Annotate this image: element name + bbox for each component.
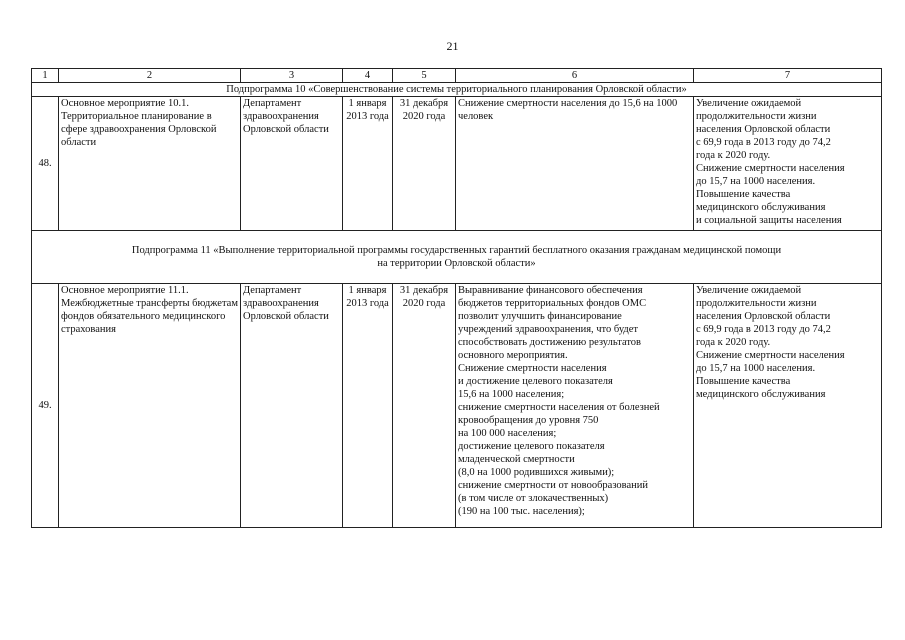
effect-line: до 15,7 на 1000 населения. — [696, 176, 816, 187]
effect-line: с 69,9 года в 2013 году до 74,2 — [696, 324, 831, 335]
expected-result — [456, 284, 694, 528]
event-name: Основное мероприятие 10.1. Территориальное планирование в сфере здравоохранения Орловской области — [59, 97, 241, 231]
result-line: и достижение целевого показателя — [458, 376, 613, 387]
result-line: бюджетов территориальных фондов ОМС — [458, 298, 647, 309]
effect-line: года к 2020 году. — [696, 150, 771, 161]
subprogram-11-row — [32, 231, 882, 284]
result-line: (190 на 100 тыс. населения); — [458, 506, 585, 517]
subprogram-11-title — [32, 231, 882, 284]
subprogram-11-line: Подпрограмма 11 «Выполнение территориальной программы государственных гарантий бесплатного оказания гражданам медицинской помощи — [131, 245, 782, 256]
result-line: кровообращения до уровня 750 — [458, 415, 599, 426]
effect-line: Повышение качества — [696, 376, 791, 387]
effect-line: медицинского обслуживания — [696, 389, 826, 400]
effect-line: продолжительности жизни — [696, 298, 817, 309]
column-number: 4 — [343, 69, 393, 83]
effect-line: до 15,7 на 1000 населения. — [696, 363, 816, 374]
effect-line: продолжительности жизни — [696, 111, 817, 122]
program-effect — [694, 284, 882, 528]
result-line: снижение смертности населения от болезней — [458, 402, 660, 413]
column-number: 7 — [694, 69, 882, 83]
row-number: 48. — [32, 97, 59, 231]
result-line: снижение смертности от новообразований — [458, 480, 648, 491]
row-number: 49. — [32, 284, 59, 528]
effect-line: Снижение смертности населения — [696, 163, 845, 174]
executor: Департамент здравоохранения Орловской области — [241, 97, 343, 231]
effect-line: медицинского обслуживания — [696, 202, 826, 213]
effect-line: Снижение смертности населения — [696, 350, 845, 361]
effect-line: с 69,9 года в 2013 году до 74,2 — [696, 137, 831, 148]
table-row-48 — [32, 97, 882, 231]
effect-line: Увеличение ожидаемой — [696, 98, 802, 109]
effect-line: года к 2020 году. — [696, 337, 771, 348]
result-line: Снижение смертности населения — [458, 363, 607, 374]
result-line: 15,6 на 1000 населения; — [458, 389, 565, 400]
start-date: 1 января 2013 года — [343, 97, 393, 231]
column-number: 5 — [393, 69, 456, 83]
result-line: Выравнивание финансового обеспечения — [458, 285, 643, 296]
effect-line: Увеличение ожидаемой — [696, 285, 802, 296]
result-line: (8,0 на 1000 родившихся живыми); — [458, 467, 615, 478]
column-number: 6 — [456, 69, 694, 83]
effect-line: населения Орловской области — [696, 124, 831, 135]
page-number: 21 — [446, 39, 459, 53]
effect-line: населения Орловской области — [696, 311, 831, 322]
subprogram-10-row — [32, 83, 882, 97]
result-line: позволит улучшить финансирование — [458, 311, 622, 322]
column-number-row — [32, 69, 882, 83]
start-date: 1 января 2013 года — [343, 284, 393, 528]
result-line: способствовать достижению результатов — [458, 337, 641, 348]
end-date: 31 декабря 2020 года — [393, 284, 456, 528]
subprogram-10-title: Подпрограмма 10 «Совершенствование системы территориального планирования Орловской области» — [32, 83, 882, 97]
result-line: (в том числе от злокачественных) — [458, 493, 609, 504]
result-line: основного мероприятия. — [458, 350, 568, 361]
column-number: 2 — [59, 69, 241, 83]
subprogram-11-line: на территории Орловской области» — [377, 258, 536, 269]
result-line: учреждений здравоохранения, что будет — [458, 324, 639, 335]
program-effect — [694, 97, 882, 231]
column-number: 3 — [241, 69, 343, 83]
expected-result: Снижение смертности населения до 15,6 на 1000 человек — [456, 97, 694, 231]
program-table — [31, 68, 882, 528]
end-date: 31 декабря 2020 года — [393, 97, 456, 231]
effect-line: и социальной защиты населения — [696, 215, 842, 226]
column-number: 1 — [32, 69, 59, 83]
result-line: на 100 000 населения; — [458, 428, 557, 439]
result-line: младенческой смертности — [458, 454, 575, 465]
executor: Департамент здравоохранения Орловской области — [241, 284, 343, 528]
result-line: достижение целевого показателя — [458, 441, 605, 452]
effect-line: Повышение качества — [696, 189, 791, 200]
table-row-49 — [32, 284, 882, 528]
event-name: Основное мероприятие 11.1. Межбюджетные трансферты бюджетам фондов обязательного медицинского страхования — [59, 284, 241, 528]
